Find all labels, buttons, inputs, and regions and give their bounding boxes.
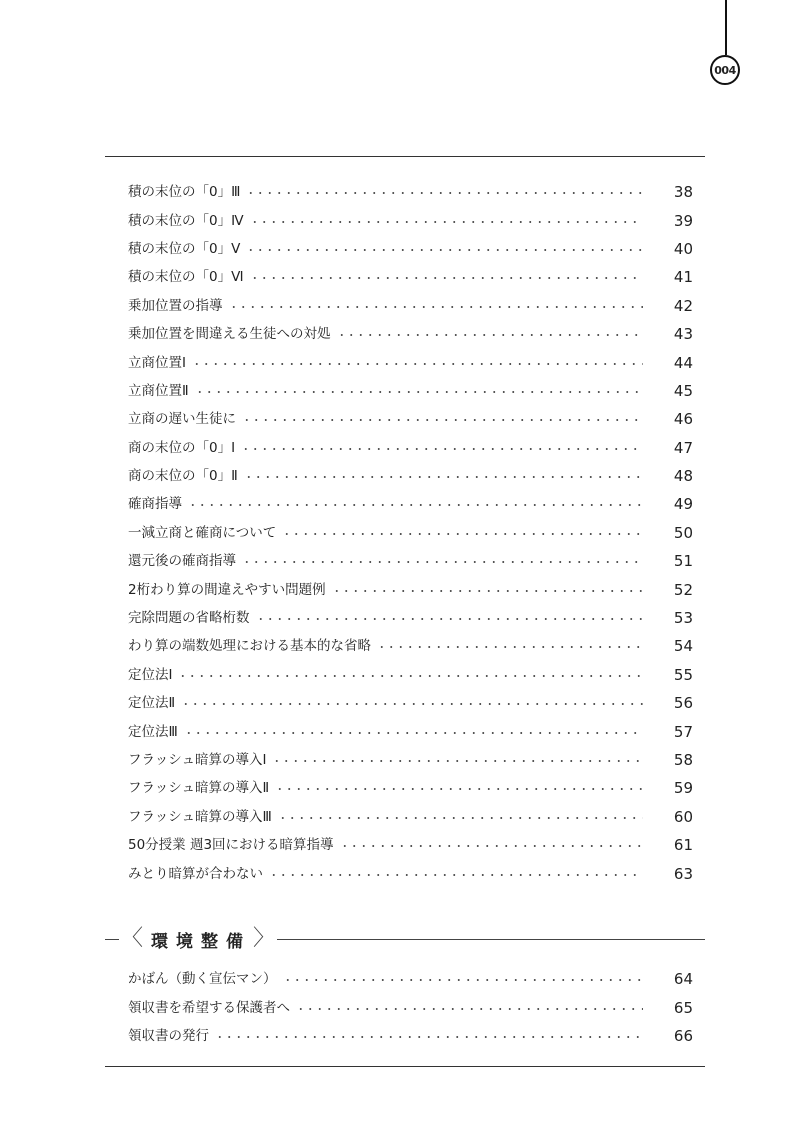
- toc-entry-page: 52: [673, 580, 693, 599]
- toc-entry: [128, 519, 693, 547]
- toc-entry: [128, 292, 693, 320]
- toc-entry-title: フラッシュ暗算の導入Ⅲ: [128, 808, 272, 825]
- toc-dot-leader: [282, 533, 643, 535]
- toc-entry: [128, 746, 693, 774]
- toc-entry-page: 61: [673, 836, 693, 855]
- toc-entry: [128, 547, 693, 575]
- toc-entry-title: 積の末位の「0」Ⅲ: [128, 184, 241, 201]
- toc-entry-page: 50: [673, 523, 693, 542]
- toc-entry-title: 確商指導: [128, 496, 182, 513]
- toc-entry-page: 59: [673, 779, 693, 798]
- toc-dot-leader: [246, 192, 643, 194]
- toc-entry-page: 40: [673, 239, 693, 258]
- section-heading-left-line: [105, 939, 119, 940]
- toc-entry-title: 積の末位の「0」Ⅳ: [128, 212, 244, 229]
- toc-dot-leader: [244, 476, 643, 478]
- toc-dot-leader: [278, 817, 643, 819]
- toc-entry-page: 42: [673, 296, 693, 315]
- page-tab-line: [725, 0, 727, 55]
- toc-dot-leader: [377, 646, 643, 648]
- toc-entry-title: 領収書を希望する保護者へ: [128, 999, 290, 1016]
- toc-entry-page: 60: [673, 807, 693, 826]
- toc-entry-title: わり算の端数処理における基本的な省略: [128, 638, 371, 655]
- section-heading-close-bracket: 〉: [253, 926, 276, 951]
- toc-entry: [128, 604, 693, 632]
- toc-entry-page: 49: [673, 495, 693, 514]
- toc-entry-title: 還元後の確商指導: [128, 553, 236, 570]
- toc-entry-page: 45: [673, 381, 693, 400]
- toc-entry-page: 66: [673, 1026, 693, 1045]
- toc-entry: [128, 434, 693, 462]
- toc-section-list: [128, 965, 693, 1050]
- toc-entry: [128, 632, 693, 660]
- toc-entry: [128, 993, 693, 1021]
- toc-entry-title: 定位法Ⅲ: [128, 723, 178, 740]
- toc-dot-leader: [269, 874, 643, 876]
- toc-entry-title: 乗加位置の指導: [128, 297, 223, 314]
- toc-entry: [128, 689, 693, 717]
- toc-dot-leader: [246, 249, 643, 251]
- toc-entry-title: フラッシュ暗算の導入Ⅱ: [128, 780, 270, 797]
- toc-entry-page: 47: [673, 438, 693, 457]
- toc-entry-page: 58: [673, 751, 693, 769]
- section-heading-right-line: [277, 939, 705, 940]
- toc-dot-leader: [250, 277, 643, 279]
- toc-entry-title: 一減立商と確商について: [128, 524, 277, 541]
- section-heading-title: 環境整備: [151, 931, 252, 952]
- top-rule: [105, 156, 705, 157]
- toc-dot-leader: [184, 732, 643, 734]
- toc-dot-leader: [229, 306, 644, 308]
- toc-entry-page: 44: [673, 353, 693, 372]
- toc-dot-leader: [256, 618, 644, 620]
- toc-dot-leader: [332, 590, 643, 592]
- toc-entry: [128, 831, 693, 859]
- toc-entry: [128, 965, 693, 993]
- toc-entry: [128, 377, 693, 405]
- toc-dot-leader: [296, 1008, 643, 1010]
- toc-entry-title: 2桁わり算の間違えやすい問題例: [128, 581, 326, 598]
- toc-entry-title: 乗加位置を間違える生徒への対処: [128, 326, 331, 343]
- toc-entry-title: 積の末位の「0」Ⅴ: [128, 240, 241, 257]
- toc-dot-leader: [195, 391, 643, 393]
- toc-entry: [128, 348, 693, 376]
- toc-dot-leader: [188, 504, 643, 506]
- toc-entry: [128, 235, 693, 263]
- section-heading-open-bracket: 〈: [121, 926, 144, 951]
- toc-entry: [128, 490, 693, 518]
- toc-entry-title: かばん（動く宣伝マン）: [128, 971, 277, 988]
- toc-entry: [128, 263, 693, 291]
- toc-entry: [128, 803, 693, 831]
- toc-entry-title: 立商の遅い生徒に: [128, 411, 236, 428]
- toc-entry: [128, 206, 693, 234]
- toc-entry-page: 53: [673, 609, 693, 628]
- toc-entry-title: 積の末位の「0」Ⅵ: [128, 269, 244, 286]
- toc-entry: [128, 178, 693, 206]
- toc-dot-leader: [241, 448, 643, 450]
- toc-entry-page: 54: [673, 637, 693, 656]
- toc-dot-leader: [275, 788, 643, 790]
- toc-dot-leader: [215, 1036, 643, 1038]
- toc-entry-page: 51: [673, 552, 693, 571]
- toc-entry-page: 55: [673, 665, 693, 684]
- toc-dot-leader: [283, 979, 644, 981]
- toc-entry: [128, 717, 693, 745]
- toc-entry-page: 57: [673, 722, 693, 741]
- toc-entry-title: 完除問題の省略桁数: [128, 610, 250, 627]
- toc-entry: [128, 405, 693, 433]
- toc-entry-page: 46: [673, 410, 693, 429]
- toc-dot-leader: [272, 760, 643, 762]
- toc-entry-page: 65: [673, 998, 693, 1017]
- toc-entry-page: 41: [673, 268, 693, 287]
- toc-dot-leader: [242, 561, 643, 563]
- toc-entry-page: 43: [673, 325, 693, 344]
- toc-entry-title: 立商位置Ⅱ: [128, 382, 189, 399]
- toc-entry-page: 39: [673, 211, 693, 230]
- toc-entry-title: 定位法Ⅱ: [128, 695, 176, 712]
- toc-entry-title: 50分授業 週3回における暗算指導: [128, 837, 334, 854]
- toc-dot-leader: [242, 419, 643, 421]
- toc-entry-page: 56: [673, 694, 693, 713]
- toc-entry-title: 商の末位の「0」Ⅱ: [128, 468, 238, 485]
- toc-entry-title: 定位法Ⅰ: [128, 666, 173, 683]
- toc-entry-page: 48: [673, 467, 693, 486]
- toc-dot-leader: [178, 675, 643, 677]
- toc-entry: [128, 774, 693, 802]
- toc-dot-leader: [181, 703, 643, 705]
- toc-entry-page: 38: [673, 183, 693, 202]
- toc-entry: [128, 575, 693, 603]
- page-number: 004: [710, 55, 740, 85]
- toc-entry: [128, 661, 693, 689]
- toc-entry: [128, 1022, 693, 1050]
- toc-dot-leader: [337, 334, 644, 336]
- section-heading: [105, 925, 705, 953]
- toc-dot-leader: [250, 221, 643, 223]
- toc-entry-title: 立商位置Ⅰ: [128, 354, 186, 371]
- bottom-rule: [105, 1066, 705, 1067]
- toc-entry: [128, 462, 693, 490]
- toc-entry: [128, 320, 693, 348]
- toc-entry: [128, 859, 693, 887]
- toc-entry-page: 64: [673, 970, 693, 989]
- toc-entry-title: 商の末位の「0」Ⅰ: [128, 439, 236, 456]
- toc-entry-title: 領収書の発行: [128, 1027, 209, 1044]
- toc-entry-title: みとり暗算が合わない: [128, 865, 263, 882]
- toc-entry-page: 63: [673, 864, 693, 883]
- toc-entry-title: フラッシュ暗算の導入Ⅰ: [128, 752, 267, 768]
- toc-main-list: [128, 178, 693, 888]
- toc-dot-leader: [340, 845, 643, 847]
- toc-dot-leader: [192, 363, 643, 365]
